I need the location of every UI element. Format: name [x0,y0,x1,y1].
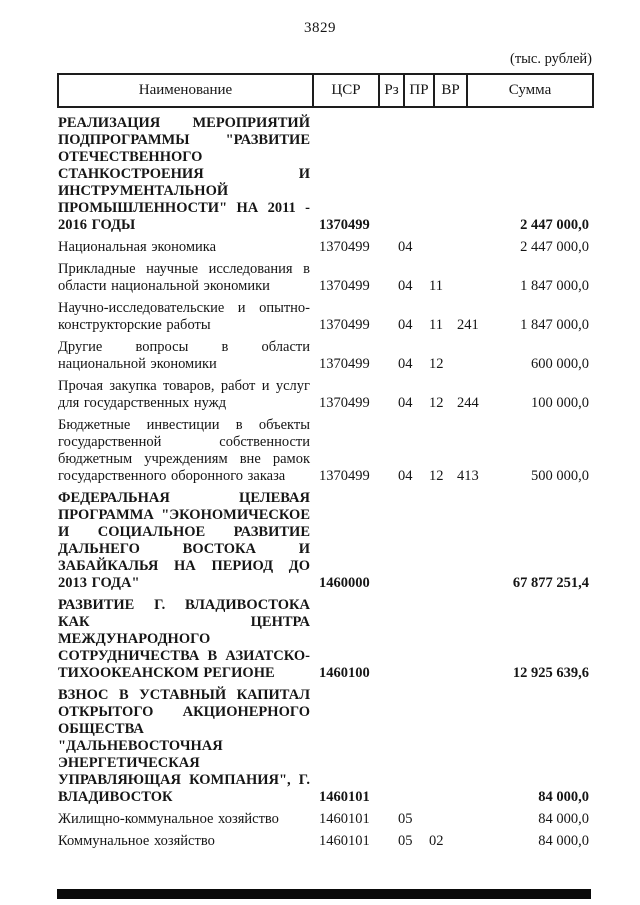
row-vr [434,234,467,256]
units-note: (тыс. рублей) [510,51,592,67]
row-pr: 12 [429,468,444,484]
row-rz: 04 [398,395,413,411]
row-rz [379,592,404,682]
row-name: Коммунальное хозяйство [58,833,215,849]
table-row [58,485,593,592]
row-name: Прочая закупка товаров, работ и услуг для государственных нужд [58,378,310,411]
row-name: Жилищно-коммунальное хозяйство [58,811,279,827]
row-rz: 05 [398,833,413,849]
row-vr: 241 [457,317,479,333]
row-pr: 12 [429,356,444,372]
row-rz [379,682,404,806]
row-vr: 244 [457,395,479,411]
table-body [58,107,593,850]
row-name: ФЕДЕРАЛЬНАЯ ЦЕЛЕВАЯ ПРОГРАММА "ЭКОНОМИЧЕСКОЕ И СОЦИАЛЬНОЕ РАЗВИТИЕ ДАЛЬНЕГО ВОСТОКА И ЗАБАЙКАЛЬЯ НА ПЕРИОД ДО 2013 ГОДА" [58,490,310,591]
row-csr: 1460100 [319,665,370,681]
row-rz [379,107,404,234]
row-sum: 1 847 000,0 [520,278,589,294]
budget-table [57,73,594,850]
header-cell-pr: ПР [404,74,434,107]
row-rz: 05 [398,811,413,827]
row-name: ВЗНОС В УСТАВНЫЙ КАПИТАЛ ОТКРЫТОГО АКЦИОНЕРНОГО ОБЩЕСТВА "ДАЛЬНЕВОСТОЧНАЯ ЭНЕРГЕТИЧЕСКАЯ УПРАВЛЯЮЩАЯ КОМПАНИЯ", Г. ВЛАДИВОСТОК [58,687,310,805]
row-pr [404,485,434,592]
row-vr [434,107,467,234]
row-sum: 100 000,0 [531,395,589,411]
row-vr [434,485,467,592]
row-sum: 67 877 251,4 [512,575,589,591]
header-row [58,74,593,107]
row-sum: 84 000,0 [538,811,589,827]
row-name: РАЗВИТИЕ Г. ВЛАДИВОСТОКА КАК ЦЕНТРА МЕЖДУНАРОДНОГО СОТРУДНИЧЕСТВА В АЗИАТСКО-ТИХООКЕАНСКОМ РЕГИОНЕ [58,597,310,681]
row-name: РЕАЛИЗАЦИЯ МЕРОПРИЯТИЙ ПОДПРОГРАММЫ "РАЗВИТИЕ ОТЕЧЕСТВЕННОГО СТАНКОСТРОЕНИЯ И ИНСТРУМЕНТАЛЬНОЙ ПРОМЫШЛЕННОСТИ" НА 2011 - 2016 ГОДЫ [58,115,310,233]
row-pr [404,682,434,806]
table-row [58,806,593,828]
row-pr [404,592,434,682]
row-sum: 2 447 000,0 [520,239,589,255]
header-cell-rz: Рз [379,74,404,107]
row-pr: 11 [429,278,443,294]
header-cell-sum: Сумма [467,74,593,107]
row-vr: 413 [457,468,479,484]
row-csr: 1460101 [319,789,370,805]
header-cell-vr: ВР [434,74,467,107]
row-pr: 12 [429,395,444,411]
table-row [58,682,593,806]
row-name: Научно-исследовательские и опытно-конструкторские работы [58,300,310,333]
row-name: Другие вопросы в области национальной экономики [58,339,310,372]
table-row [58,334,593,373]
row-rz: 04 [398,356,413,372]
row-pr: 11 [429,317,443,333]
table-row [58,412,593,485]
row-csr: 1370499 [319,278,370,294]
row-csr: 1370499 [319,395,370,411]
row-sum: 1 847 000,0 [520,317,589,333]
row-sum: 84 000,0 [538,789,589,805]
row-sum: 12 925 639,6 [512,665,589,681]
row-pr [404,107,434,234]
row-name: Прикладные научные исследования в области национальной экономики [58,261,310,294]
table-row [58,107,593,234]
row-vr [434,682,467,806]
table-row [58,295,593,334]
row-sum: 500 000,0 [531,468,589,484]
row-csr: 1370499 [319,356,370,372]
row-rz: 04 [398,468,413,484]
header-cell-name: Наименование [58,74,313,107]
row-pr: 02 [429,833,444,849]
row-sum: 2 447 000,0 [520,217,589,233]
row-sum: 600 000,0 [531,356,589,372]
row-rz: 04 [398,317,413,333]
row-vr [434,592,467,682]
row-csr: 1460101 [319,811,370,827]
row-csr: 1370499 [319,239,370,255]
table-row [58,828,593,850]
table-row [58,234,593,256]
row-csr: 1370499 [319,317,370,333]
row-csr: 1460000 [319,575,370,591]
row-rz: 04 [398,278,413,294]
table-row [58,373,593,412]
page-number: 3829 [304,20,336,36]
table-row [58,256,593,295]
row-vr [434,806,467,828]
row-name: Национальная экономика [58,239,217,255]
row-name: Бюджетные инвестиции в объекты государственной собственности бюджетным учреждениям вне рамок государственного оборонного заказа [58,417,310,484]
row-csr: 1370499 [319,468,370,484]
table-header [58,74,593,107]
row-csr: 1370499 [319,217,370,233]
scan-artifact-bar [57,889,591,899]
row-csr: 1460101 [319,833,370,849]
table-row [58,592,593,682]
header-cell-csr: ЦСР [313,74,379,107]
row-sum: 84 000,0 [538,833,589,849]
row-rz: 04 [398,239,413,255]
row-rz [379,485,404,592]
